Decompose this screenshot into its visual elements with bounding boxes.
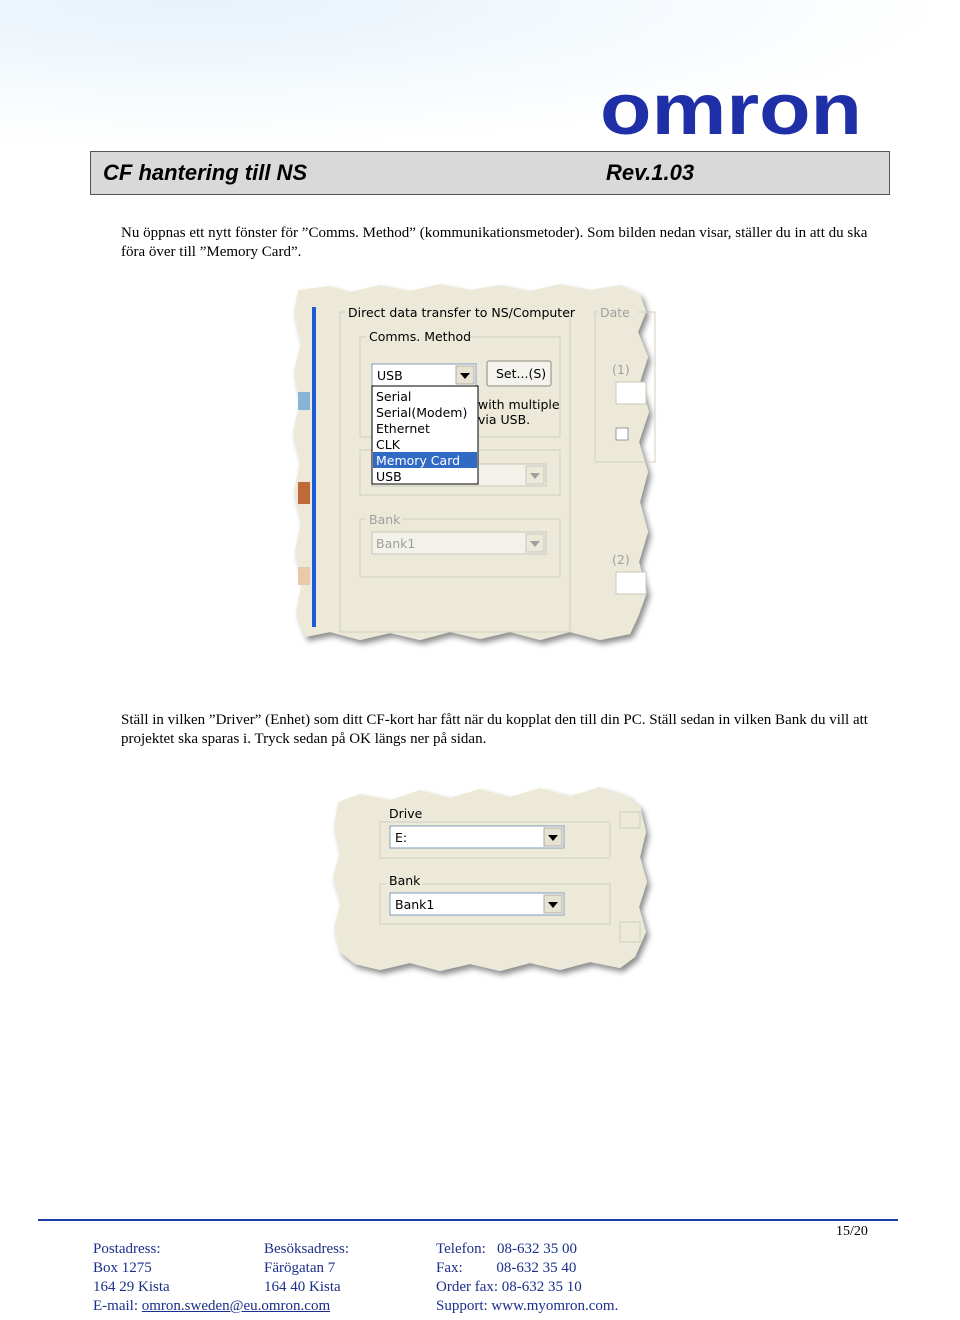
comms-method-screenshot — [290, 282, 660, 654]
drive-value: E: — [395, 830, 408, 845]
page-number: 15/20 — [836, 1224, 868, 1239]
footer-postal-city: 164 29 Kista — [93, 1279, 170, 1295]
body-paragraph: Ställ in vilken ”Driver” (Enhet) som ditt CF-kort har fått när du kopplat den till din PC. Ställ sedan in vilken Bank du vill att projektet ska sparas i. Tryck sedan på OK längs ner på sidan. — [121, 712, 868, 747]
option-serial: Serial — [376, 389, 412, 404]
bank-value: Bank1 — [376, 536, 416, 551]
option-usb: USB — [376, 469, 402, 484]
document-revision: Rev.1.03 — [606, 160, 695, 185]
drive-bank-screenshot — [330, 782, 660, 982]
comms-method-label: Comms. Method — [369, 329, 472, 344]
footer-divider — [38, 1219, 898, 1221]
set-button-label: Set...(S) — [496, 366, 547, 381]
option-ethernet: Ethernet — [376, 421, 430, 436]
right-label-2: (2) — [612, 552, 630, 567]
title-bar — [90, 151, 890, 195]
footer-postal-box: Box 1275 — [93, 1260, 152, 1276]
footer-visit — [264, 1240, 349, 1297]
footer-support[interactable]: Support: www.myomron.com. — [436, 1298, 619, 1314]
option-memory-card: Memory Card — [376, 453, 461, 468]
footer-visit-heading: Besöksadress: — [264, 1241, 349, 1257]
hint-line-1: with multiple — [478, 397, 560, 412]
bank-label: Bank — [369, 512, 401, 527]
document-title: CF hantering till NS — [103, 160, 308, 185]
drive-select — [390, 826, 564, 848]
drive-label: Drive — [389, 806, 423, 821]
footer-contact — [436, 1240, 618, 1316]
footer-fax: Fax: 08-632 35 40 — [436, 1260, 577, 1276]
right-label-1: (1) — [612, 362, 630, 377]
hint-line-2: via USB. — [478, 412, 531, 427]
footer-email-row — [93, 1297, 330, 1316]
option-serial-modem: Serial(Modem) — [376, 405, 468, 420]
option-clk: CLK — [376, 437, 400, 452]
footer-email-label: E-mail: — [93, 1298, 142, 1314]
omron-logo — [600, 80, 865, 140]
right-group-title: Date — [600, 305, 630, 320]
bank-value-2: Bank1 — [395, 897, 435, 912]
bank-label-2: Bank — [389, 873, 421, 888]
group-title: Direct data transfer to NS/Computer — [348, 305, 576, 320]
intro-paragraph: Nu öppnas ett nytt fönster för ”Comms. Method” (kommunikationsmetoder). Som bilden nedan visar, ställer du in att du ska föra över till ”Memory Card”. — [121, 225, 868, 260]
footer-email-link[interactable]: omron.sweden@eu.omron.com — [141, 1298, 331, 1314]
footer-visit-city: 164 40 Kista — [264, 1279, 341, 1295]
footer-visit-street: Färögatan 7 — [264, 1260, 336, 1276]
footer-phone: Telefon: 08-632 35 00 — [436, 1241, 578, 1257]
footer-postal-heading: Postadress: — [93, 1241, 161, 1257]
logo-text: omron — [600, 80, 862, 140]
left-blue-strip — [312, 307, 316, 627]
comms-method-value: USB — [377, 368, 403, 383]
footer-order-fax: Order fax: 08-632 35 10 — [436, 1279, 582, 1295]
